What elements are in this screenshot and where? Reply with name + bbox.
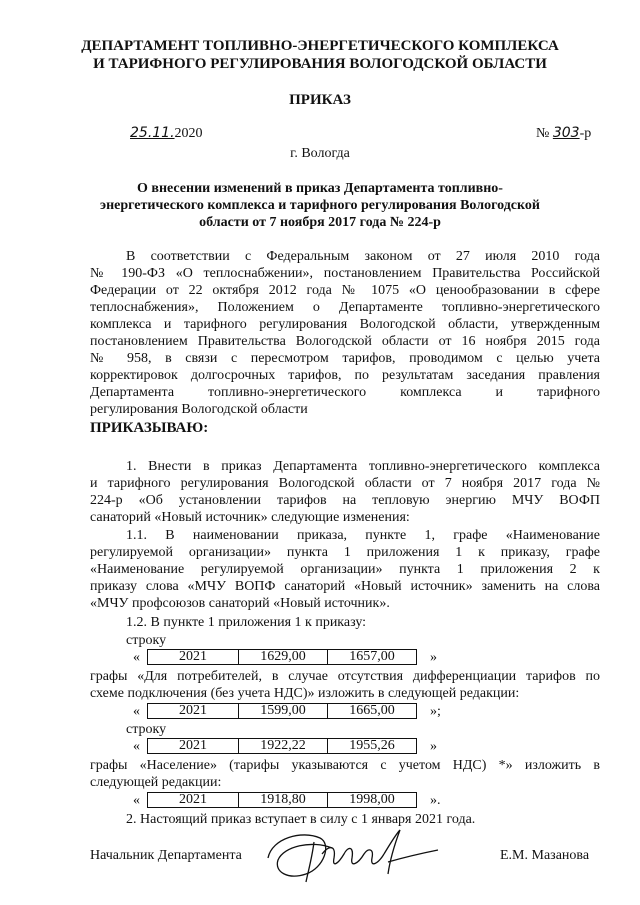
table-cell-value: 1998,00 [327,792,417,808]
item11-line: приказу слова «МЧУ ВОПФ санаторий «Новый источник» заменить на слова [90,579,600,594]
grafy1-line: схеме подключения (без учета НДС)» изложить в следующей редакции: [90,686,520,701]
table-cell-year: 2021 [147,792,239,808]
title-line-1: О внесении изменений в приказ Департамента топливно- [137,181,503,196]
title-line-3: области от 7 ноября 2017 года № 224-р [199,215,441,230]
item11-line: 1.1. В наименовании приказа, пункте 1, графе «Наименование [126,528,600,543]
word-stroku: строку [126,633,167,648]
table-cell-value: 1955,26 [327,738,417,754]
document-date [130,125,203,142]
preamble-line: постановлением Правительства Вологодской области от 16 ноября 2015 года [90,334,600,349]
date-year: 2020 [174,126,203,141]
handwritten-date: 25.11. [130,125,175,141]
table-cell-year: 2021 [147,738,239,754]
close-quote: » [430,739,437,754]
department-name-line2: И ТАРИФНОГО РЕГУЛИРОВАНИЯ ВОЛОГОДСКОЙ ОБЛАСТИ [93,56,547,72]
open-quote: « [133,704,140,719]
word-stroku: строку [126,722,167,737]
number-suffix: -р [579,126,592,141]
item1-line: 224-р «Об установлении тарифов на тепловую энергию МЧУ ВОФП [90,493,600,508]
item2-line: 2. Настоящий приказ вступает в силу с 1 января 2021 года. [126,812,476,827]
open-quote: « [133,650,140,665]
number-prefix: № [536,126,550,141]
grafy2-line: графы «Население» (тарифы указываются с учетом НДС) *» изложить в [90,758,600,773]
signatory-position: Начальник Департамента [90,848,242,863]
table-cell-value: 1918,80 [238,792,328,808]
order-word: ПРИКАЗЫВАЮ: [90,420,209,436]
open-quote: « [133,739,140,754]
table-cell-value: 1657,00 [327,649,417,665]
item1-line: санаторий «Новый источник» следующие изменения: [90,510,410,525]
table-cell-value: 1922,22 [238,738,328,754]
table-cell-year: 2021 [147,703,239,719]
table-cell-year: 2021 [147,649,239,665]
open-quote: « [133,793,140,808]
table-cell-value: 1599,00 [238,703,328,719]
preamble-line: Департамента топливно-энергетического комплекса и тарифного [90,385,600,400]
preamble-line: теплоснабжения», Положением о Департаменте топливно-энергетического [90,300,600,315]
signatory-name: Е.М. Мазанова [500,848,590,863]
close-quote-dot: ». [430,793,441,808]
close-quote-semicolon: »; [430,704,441,719]
preamble-line: регулирования Вологодской области [90,402,308,417]
city: г. Вологда [290,146,350,161]
document-type: ПРИКАЗ [289,92,351,108]
handwritten-signature [262,824,442,888]
preamble-line: № 958, в связи с пересмотром тарифов, проводимом с целью учета [90,351,600,366]
table-cell-value: 1629,00 [238,649,328,665]
item1-line: и тарифного регулирования Вологодской области от 7 ноября 2017 года № [90,476,600,491]
preamble-line: комплекса и тарифного регулирования Вологодской области, утвержденным [90,317,600,332]
handwritten-number: 303 [552,125,580,141]
title-line-2: энергетического комплекса и тарифного регулирования Вологодской [100,198,540,213]
preamble-line: № 190-ФЗ «О теплоснабжении», постановлением Правительства Российской [90,266,600,281]
item11-line: регулируемой организации» пункта 1 приложения 1 к приказу, графе [90,545,600,560]
department-name-line1: ДЕПАРТАМЕНТ ТОПЛИВНО-ЭНЕРГЕТИЧЕСКОГО КОМПЛЕКСА [81,38,559,54]
preamble-line: В соответствии с Федеральным законом от 27 июля 2010 года [126,249,600,264]
item12-line: 1.2. В пункте 1 приложения 1 к приказу: [126,615,367,630]
item11-line: «Наименование регулируемой организации» пункта 1 приложения 2 к [90,562,600,577]
close-quote: » [430,650,437,665]
table-cell-value: 1665,00 [327,703,417,719]
item11-line: «МЧУ профсоюзов санаторий «Новый источник». [90,596,390,611]
grafy2-line: следующей редакции: [90,775,222,790]
document-number [536,125,591,142]
preamble-line: корректировок долгосрочных тарифов, по результатам заседания правления [90,368,600,383]
grafy1-line: графы «Для потребителей, в случае отсутствия дифференциации тарифов по [90,669,600,684]
item1-line: 1. Внести в приказ Департамента топливно-энергетического комплекса [126,459,600,474]
preamble-line: Федерации от 22 октября 2012 года № 1075 «О ценообразовании в сфере [90,283,600,298]
